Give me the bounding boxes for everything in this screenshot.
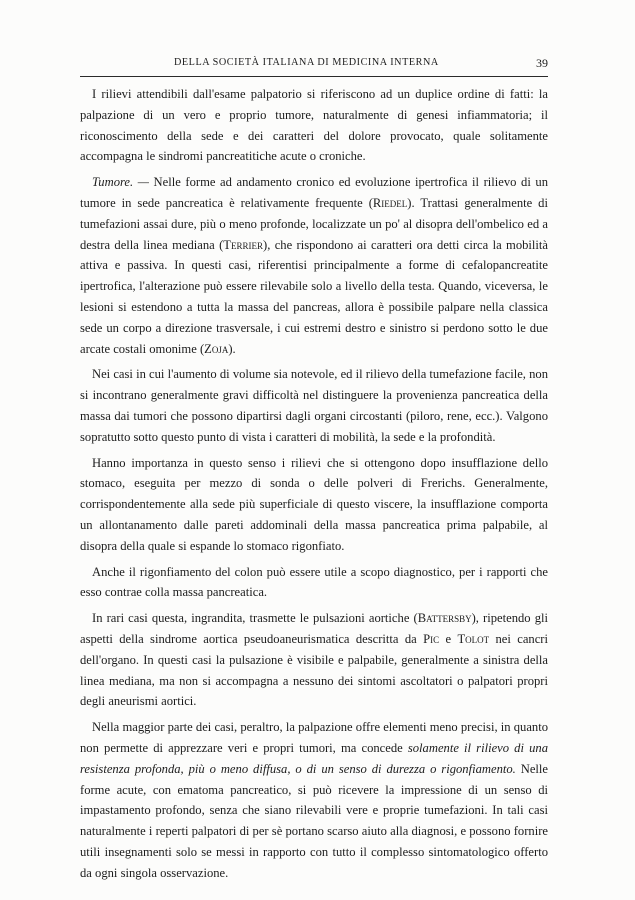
text-run: e xyxy=(439,631,458,646)
body-text xyxy=(80,84,548,888)
italic-emphasis: solamente il rilievo di una resistenza profonda, più o meno diffusa, o di un senso di durezza o rigonfiamento. xyxy=(80,740,548,776)
text-run: ). xyxy=(228,341,236,356)
text-run: Nella maggior parte dei casi, peraltro, la palpazione offre elementi meno precisi, in quanto non permette di apprezzare veri e propri tumori, ma concede xyxy=(80,720,548,755)
header-rule xyxy=(80,76,548,77)
text-run: Nelle forme acute, con ematoma pancreatico, si può ricevere la impressione di un senso di impastamento profondo, senza che siano rilevabili vere e proprie tumefazioni. In tali casi naturalmente i reperti palpatori di per sè portano scarso aiuto alla diagnosi, e possono fornire utili insegnamenti solo se messi in rapporto con tutto il complesso sintomatologico offerto da ogni singola osservazione. xyxy=(80,761,549,880)
author-riedel: Riedel xyxy=(372,195,408,210)
author-zoja: Zoja xyxy=(204,341,229,356)
section-lead-tumore: Tumore. — xyxy=(92,175,149,190)
page-number: 39 xyxy=(536,56,548,70)
author-terrier: Terrier xyxy=(223,237,263,252)
running-title: DELLA SOCIETÀ ITALIANA DI MEDICINA INTERNA xyxy=(174,57,439,68)
text-run: ), che rispondono ai caratteri ora detti circa la mobilità attiva e passiva. In questi casi, riferentisi principalmente a forme di cefalopancreatite ipertrofica, l'alterazione può essere rilevabile solo a livello della testa. Quando, viceversa, le lesioni si estendono a tutta la massa del pancreas, allora è possibile palpare nella classica sede un corpo a direzione trasversale, i cui estremi destro e sinistro si perdono sotto le due arcate costali omonime ( xyxy=(80,237,548,356)
author-tolot: Tolot xyxy=(457,631,490,646)
paragraph-tumore xyxy=(80,172,548,359)
paragraph-palpazione-precisione xyxy=(80,717,548,883)
paragraph-palpation-intro: I rilievi attendibili dall'esame palpatorio si riferiscono ad un duplice ordine di fatti: la palpazione di un vero e proprio tumore, naturalmente di genesi infiammatoria; il riconoscimento della sede e dei caratteri del dolore provocato, quale solitamente accompagna le sindromi pancreatitiche acute o croniche. xyxy=(80,87,548,164)
text-run: Nelle forme ad andamento cronico ed evoluzione ipertrofica il rilievo di un tumore in sede pancreatica è relativamente frequente ( xyxy=(80,175,549,210)
text-run: ). Trattasi generalmente di tumefazioni assai dure, più o meno profonde, localizzate un po' al disopra dell'ombelico ed a destra della linea mediana ( xyxy=(80,195,548,252)
paragraph-insufflazione: Hanno importanza in questo senso i rilievi che si ottengono dopo insufflazione dello stomaco, eseguita per mezzo di sonda o delle polveri di Frerichs. Generalmente, corrispondentemente alla sede più superficiale di questo viscere, la insufflazione comporta un allontanamento dalle pareti addominali della massa pancreatica prima palpabile, al disopra della quale si espande lo stomaco rigonfiato. xyxy=(80,455,548,553)
paragraph-colon: Anche il rigonfiamento del colon può essere utile a scopo diagnostico, per i rapporti che esso contrae colla massa pancreatica. xyxy=(80,564,548,600)
text-run: In rari casi questa, ingrandita, trasmette le pulsazioni aortiche ( xyxy=(92,611,418,626)
running-head xyxy=(80,57,548,73)
text-run: nei cancri dell'organo. In questi casi la pulsazione è visibile e palpabile, generalmente a sinistra della linea mediana, ma non si accompagna a nessuno dei sintomi ascoltatori o palpatori propri degli aneurismi aortici. xyxy=(80,631,548,709)
paragraph-pulsazioni xyxy=(80,608,548,712)
author-pic: Pic xyxy=(423,631,440,646)
text-run: ), ripetendo gli aspetti della sindrome aortica pseudoaneurismatica descritta da xyxy=(80,611,548,646)
author-battersby: Battersby xyxy=(417,611,472,626)
paragraph-volume: Nei casi in cui l'aumento di volume sia notevole, ed il rilievo della tumefazione facile, non si incontrano generalmente gravi difficoltà nel distinguere la provenienza pancreatica della massa dai tumori che possono dipartirsi dagli organi circostanti (piloro, rene, ecc.). Valgono sopratutto sotto questo punto di vista i caratteri di mobilità, la sede e la profondità. xyxy=(80,367,548,444)
